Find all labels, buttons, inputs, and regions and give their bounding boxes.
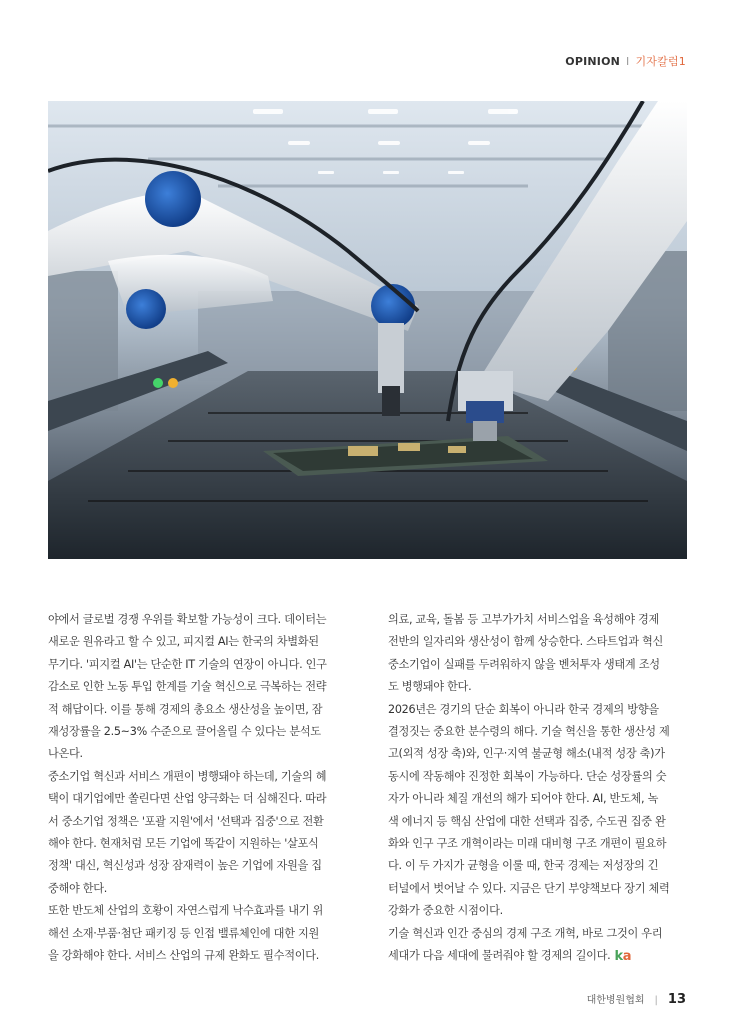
- text-line: 해선 소재·부품·첨단 패키징 등 인접 밸류체인에 대한 지원: [48, 926, 319, 940]
- publisher-name: 대한병원협회: [586, 995, 645, 1006]
- text-line: [388, 945, 695, 968]
- text-line: 색 에너지 등 핵심 산업에 대한 선택과 집중, 수도권 집중 완: [388, 814, 666, 828]
- text-line: 감소로 인한 노동 투입 한계를 기술 혁신으로 극복하는 전략: [48, 680, 327, 694]
- text-line: 나온다.: [48, 747, 83, 761]
- text-line: 을 강화해야 한다. 서비스 산업의 규제 완화도 필수적이다.: [48, 949, 319, 963]
- page-number: 13: [667, 992, 686, 1007]
- opinion-label: OPINION: [565, 55, 621, 68]
- text-line: 고(외적 성장 축)와, 인구·지역 불균형 해소(내적 성장 축)가: [388, 747, 665, 761]
- text-line: 도 병행돼야 한다.: [388, 680, 472, 694]
- factory-robot-arms-photo: [48, 101, 687, 559]
- text-line: 결정짓는 중요한 분수령의 해다. 기술 혁신을 통한 생산성 제: [388, 725, 670, 739]
- text-line: 2026년은 경기의 단순 회복이 아니라 한국 경제의 방향을: [388, 702, 659, 716]
- page-footer: [587, 991, 686, 1007]
- text-line: 재성장률을 2.5~3% 수준으로 끌어올릴 수 있다는 분석도: [48, 725, 321, 739]
- text-line: 야에서 글로벌 경쟁 우위를 확보할 가능성이 크다. 데이터는: [48, 613, 327, 626]
- kha-end-mark-icon: ka: [614, 949, 632, 965]
- text-line: 서 중소기업 정책은 '포괄 지원'에서 '선택과 집중'으로 전환: [48, 814, 324, 828]
- text-line: 적 해답이다. 이를 통해 경제의 총요소 생산성을 높이면, 잠: [48, 702, 323, 716]
- text-line: 전반의 일자리와 생산성이 함께 상승한다. 스타트업과 혁신: [388, 635, 663, 649]
- text-line: 중해야 한다.: [48, 881, 108, 895]
- text-line: 의료, 교육, 돌봄 등 고부가가치 서비스업을 육성해야 경제: [388, 613, 659, 626]
- text-line: 중소기업 혁신과 서비스 개편이 병행돼야 하는데, 기술의 혜: [48, 769, 327, 783]
- text-line: 터널에서 벗어날 수 있다. 지금은 단기 부양책보다 장기 체력: [388, 881, 670, 895]
- header-separator: I: [626, 55, 630, 68]
- article-column-left: [48, 609, 355, 968]
- text-line: 무기다. '피지컬 AI'는 단순한 IT 기술의 연장이 아니다. 인구: [48, 657, 327, 671]
- text-line: 동시에 작동해야 진정한 회복이 가능하다. 단순 성장률의 숫: [388, 769, 667, 783]
- text-line: 기술 혁신과 인간 중심의 경제 구조 개혁, 바로 그것이 우리: [388, 926, 663, 940]
- text-line: 택이 대기업에만 쏠린다면 산업 양극화는 더 심해진다. 따라: [48, 792, 327, 806]
- text-line: 중소기업이 실패를 두려워하지 않을 벤처투자 생태계 조성: [388, 657, 660, 671]
- text-line: 다. 이 두 가지가 균형을 이룰 때, 한국 경제는 저성장의 긴: [388, 859, 659, 873]
- text-line: 정책' 대신, 혁신성과 성장 잠재력이 높은 기업에 자원을 집: [48, 859, 322, 873]
- text-line: 화와 인구 구조 개혁이라는 미래 대비형 구조 개편이 필요하: [388, 837, 667, 851]
- text-line: 강화가 중요한 시점이다.: [388, 904, 503, 918]
- text-line: 또한 반도체 산업의 호황이 자연스럽게 낙수효과를 내기 위: [48, 904, 323, 918]
- section-label: 기자칼럼1: [635, 55, 686, 68]
- article-column-right: [388, 609, 695, 969]
- text-line-content: 세대가 다음 세대에 물려줘야 할 경제의 길이다.: [388, 949, 611, 963]
- text-line: 자가 아니라 체질 개선의 해가 되어야 한다. AI, 반도체, 녹: [388, 792, 659, 806]
- text-line: 해야 한다. 현재처럼 모든 기업에 똑같이 지원하는 '살포식: [48, 837, 319, 851]
- page-header: [565, 53, 686, 69]
- text-line: 새로운 원유라고 할 수 있고, 피지컬 AI는 한국의 차별화된: [48, 635, 319, 649]
- footer-separator: |: [654, 995, 658, 1006]
